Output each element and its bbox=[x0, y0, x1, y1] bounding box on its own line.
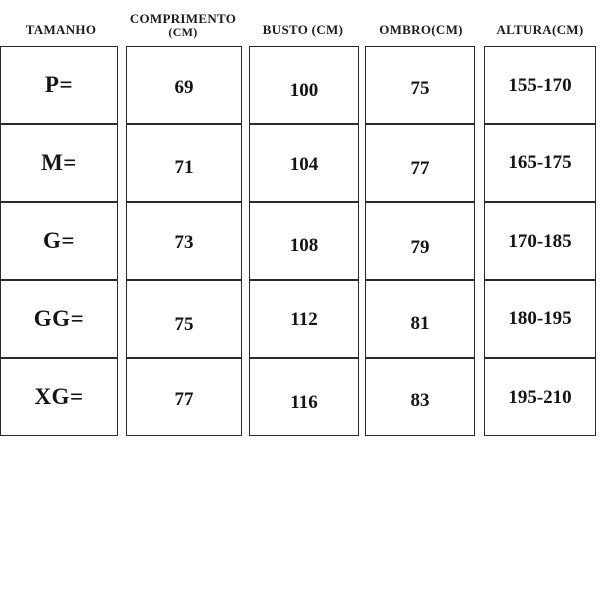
busto-value: 100 bbox=[289, 80, 319, 102]
cell-ombro bbox=[362, 46, 480, 124]
table-row bbox=[0, 358, 600, 436]
cell-ombro bbox=[362, 124, 480, 202]
comprimento-value: 69 bbox=[174, 77, 194, 99]
altura-value: 170-185 bbox=[508, 231, 572, 253]
size-cell-box bbox=[0, 124, 118, 202]
header-row bbox=[0, 10, 600, 46]
column-header-ombro bbox=[362, 10, 480, 46]
busto-cell-box bbox=[249, 358, 359, 436]
header-label-tamanho: TAMANHO bbox=[25, 22, 97, 38]
comprimento-value: 77 bbox=[174, 389, 194, 411]
ombro-cell-box bbox=[365, 358, 475, 436]
altura-cell-box bbox=[484, 124, 596, 202]
table-row bbox=[0, 280, 600, 358]
busto-cell-box bbox=[249, 280, 359, 358]
altura-cell-box bbox=[484, 280, 596, 358]
ombro-value: 75 bbox=[410, 78, 430, 100]
cell-busto bbox=[244, 358, 362, 436]
table-row bbox=[0, 202, 600, 280]
table-row bbox=[0, 124, 600, 202]
cell-ombro bbox=[362, 358, 480, 436]
size-cell-box bbox=[0, 46, 118, 124]
cell-size bbox=[0, 358, 122, 436]
comprimento-cell-box bbox=[126, 358, 242, 436]
ombro-value: 83 bbox=[410, 390, 430, 412]
cell-ombro bbox=[362, 280, 480, 358]
size-value: G= bbox=[43, 228, 75, 254]
size-value: GG= bbox=[33, 306, 85, 332]
cell-altura bbox=[480, 124, 600, 202]
cell-busto bbox=[244, 280, 362, 358]
cell-altura bbox=[480, 46, 600, 124]
cell-size bbox=[0, 46, 122, 124]
ombro-value: 81 bbox=[410, 313, 430, 335]
column-header-tamanho bbox=[0, 10, 122, 46]
column-header-comprimento bbox=[122, 10, 244, 46]
column-header-busto bbox=[244, 10, 362, 46]
ombro-cell-box bbox=[365, 124, 475, 202]
size-cell-box bbox=[0, 280, 118, 358]
altura-value: 180-195 bbox=[508, 308, 572, 330]
cell-size bbox=[0, 202, 122, 280]
cell-altura bbox=[480, 280, 600, 358]
cell-altura bbox=[480, 202, 600, 280]
table-header bbox=[0, 10, 600, 46]
busto-value: 108 bbox=[289, 235, 319, 257]
ombro-cell-box bbox=[365, 46, 475, 124]
column-header-altura bbox=[480, 10, 600, 46]
ombro-cell-box bbox=[365, 202, 475, 280]
busto-value: 104 bbox=[289, 154, 319, 176]
busto-cell-box bbox=[249, 124, 359, 202]
cell-busto bbox=[244, 124, 362, 202]
table-row bbox=[0, 46, 600, 124]
altura-cell-box bbox=[484, 202, 596, 280]
size-cell-box bbox=[0, 202, 118, 280]
busto-cell-box bbox=[249, 202, 359, 280]
comprimento-cell-box bbox=[126, 46, 242, 124]
comprimento-cell-box bbox=[126, 124, 242, 202]
size-value: P= bbox=[44, 72, 74, 98]
comprimento-cell-box bbox=[126, 280, 242, 358]
header-label-busto: BUSTO (CM) bbox=[262, 22, 344, 38]
ombro-cell-box bbox=[365, 280, 475, 358]
header-label-comprimento: COMPRIMENTO bbox=[129, 11, 237, 26]
size-cell-box bbox=[0, 358, 118, 436]
cell-comprimento bbox=[122, 124, 244, 202]
busto-cell-box bbox=[249, 46, 359, 124]
cell-comprimento bbox=[122, 280, 244, 358]
altura-cell-box bbox=[484, 358, 596, 436]
header-sublabel-comprimento: (CM) bbox=[168, 24, 198, 39]
cell-comprimento bbox=[122, 46, 244, 124]
comprimento-cell-box bbox=[126, 202, 242, 280]
ombro-value: 79 bbox=[410, 237, 430, 259]
size-value: M= bbox=[41, 150, 77, 176]
header-label-ombro: OMBRO(CM) bbox=[379, 22, 463, 38]
cell-comprimento bbox=[122, 358, 244, 436]
comprimento-value: 73 bbox=[174, 232, 194, 254]
size-chart-table bbox=[0, 10, 600, 436]
altura-value: 165-175 bbox=[508, 152, 572, 174]
cell-busto bbox=[244, 202, 362, 280]
comprimento-value: 71 bbox=[174, 157, 194, 179]
cell-size bbox=[0, 280, 122, 358]
busto-value: 116 bbox=[290, 392, 318, 414]
cell-busto bbox=[244, 46, 362, 124]
comprimento-value: 75 bbox=[174, 314, 194, 336]
table-body bbox=[0, 46, 600, 436]
header-label-altura: ALTURA(CM) bbox=[496, 22, 584, 38]
altura-cell-box bbox=[484, 46, 596, 124]
busto-value: 112 bbox=[290, 309, 318, 331]
cell-ombro bbox=[362, 202, 480, 280]
cell-altura bbox=[480, 358, 600, 436]
ombro-value: 77 bbox=[410, 158, 430, 180]
altura-value: 155-170 bbox=[508, 75, 572, 97]
cell-size bbox=[0, 124, 122, 202]
altura-value: 195-210 bbox=[508, 387, 572, 409]
size-value: XG= bbox=[34, 384, 84, 410]
cell-comprimento bbox=[122, 202, 244, 280]
